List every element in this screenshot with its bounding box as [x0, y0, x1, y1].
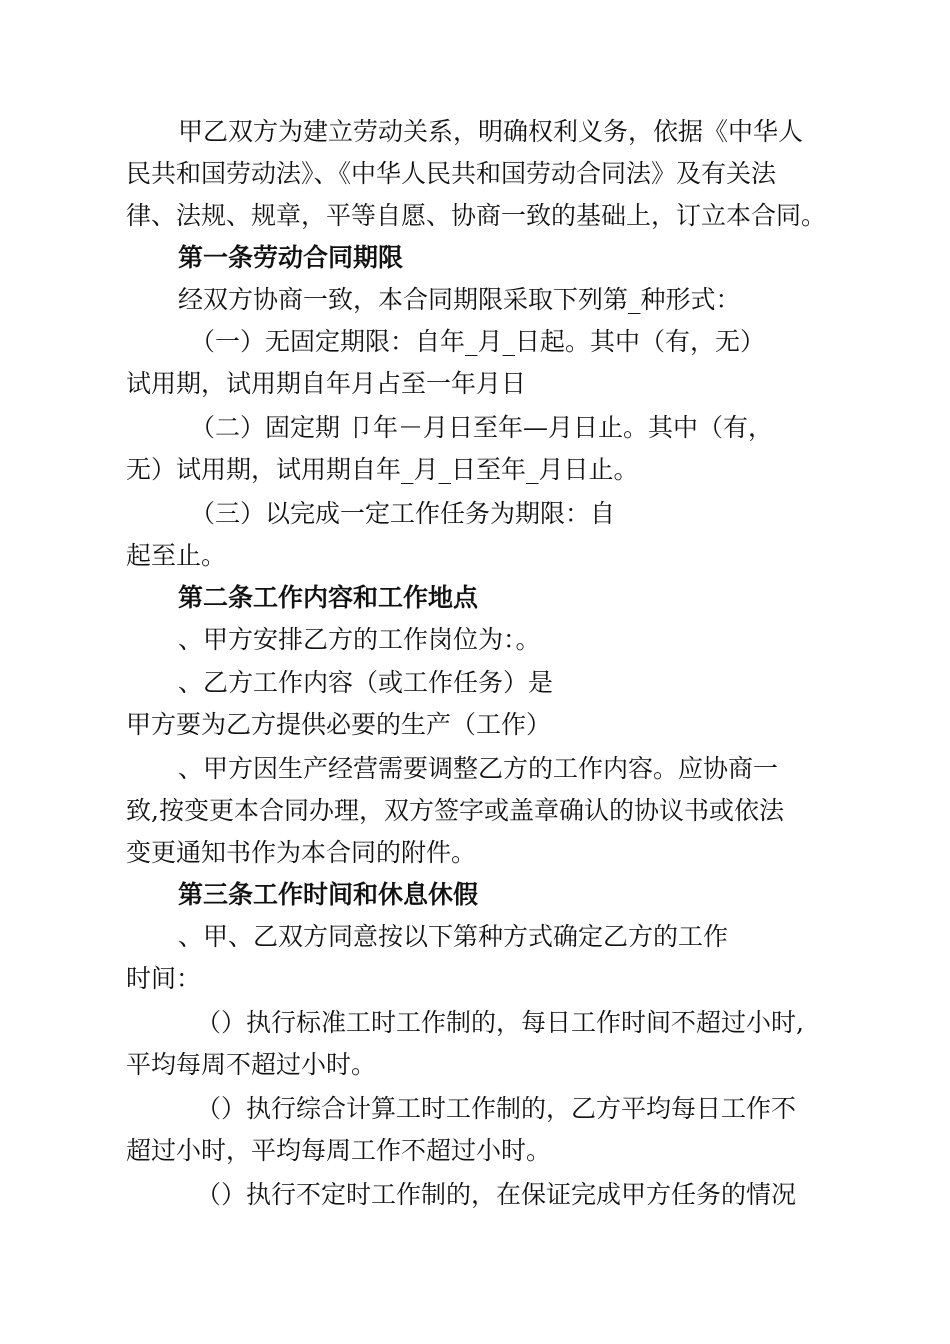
- paragraph-line: 致,按变更本合同办理，双方签字或盖章确认的协议书或依法: [126, 796, 784, 825]
- paragraph-line: 超过小时，平均每周工作不超过小时。: [126, 1136, 552, 1165]
- paragraph-line: 平均每周不超过小时。: [126, 1050, 377, 1079]
- paragraph-line: 律、法规、规章，平等自愿、协商一致的基础上，订立本合同。: [126, 201, 827, 230]
- paragraph-line: 甲方要为乙方提供必要的生产（工作）: [126, 710, 552, 739]
- article-heading: 第二条工作内容和工作地点: [178, 583, 479, 612]
- paragraph-line: 、甲方安排乙方的工作岗位为：。: [178, 625, 541, 654]
- paragraph-line: （一）无固定期限：自年_月_日起。其中（有，无）: [190, 327, 766, 356]
- article-heading: 第三条工作时间和休息休假: [178, 880, 479, 909]
- paragraph-line: 甲乙双方为建立劳动关系，明确权利义务，依据《中华人: [178, 117, 804, 146]
- paragraph-line: 经双方协商一致，本合同期限采取下列第_种形式：: [178, 285, 741, 314]
- paragraph-line: （三）以完成一定工作任务为期限：自: [190, 499, 616, 528]
- paragraph-line: 民共和国劳动法》、《中华人民共和国劳动合同法》及有关法: [126, 159, 777, 188]
- paragraph-line: 时间：: [126, 964, 202, 993]
- paragraph-line: 、甲方因生产经营需要调整乙方的工作内容。应协商一: [178, 754, 779, 783]
- paragraph-line: 起至止。: [126, 541, 227, 570]
- paragraph-line: （）执行不定时工作制的，在保证完成甲方任务的情况: [196, 1180, 797, 1209]
- paragraph-line: 变更通知书作为本合同的附件。: [126, 838, 477, 867]
- paragraph-line: 无）试用期，试用期自年_月_日至年_月日止。: [126, 455, 639, 484]
- paragraph-line: （二）固定期 卩年－月日至年—月日止。其中（有，: [190, 413, 773, 442]
- paragraph-line: 试用期，试用期自年月占至一年月日: [126, 369, 527, 398]
- paragraph-line: （）执行标准工时工作制的，每日工作时间不超过小时,: [196, 1008, 804, 1037]
- paragraph-line: 、乙方工作内容（或工作任务）是: [178, 668, 554, 697]
- paragraph-line: （）执行综合计算工时工作制的，乙方平均每日工作不: [196, 1094, 797, 1123]
- article-heading: 第一条劳动合同期限: [178, 243, 404, 272]
- paragraph-line: 、甲、乙双方同意按以下第种方式确定乙方的工作: [178, 922, 729, 951]
